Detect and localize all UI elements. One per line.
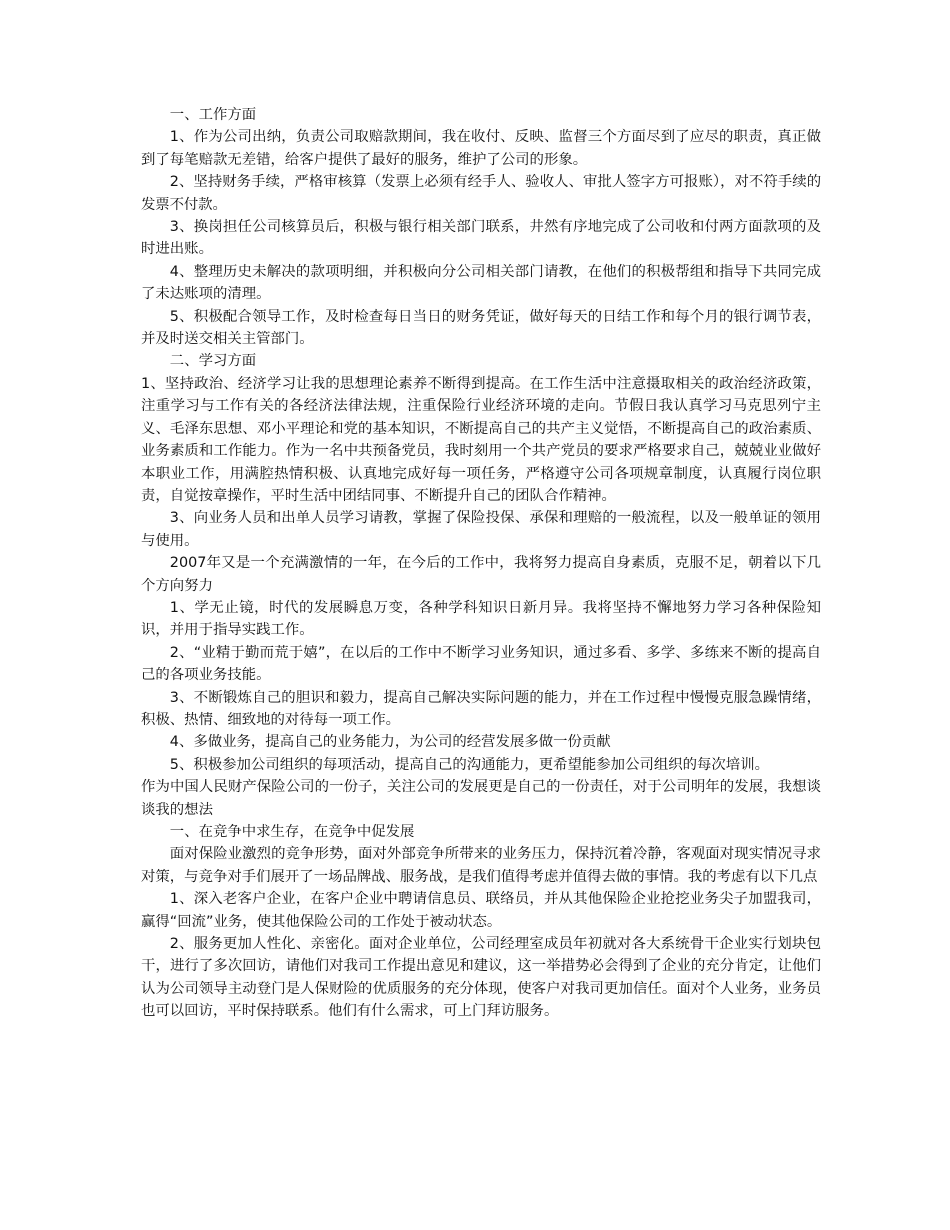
paragraph-study-3: 3、向业务人员和出单人员学习请教，掌握了保险投保、承保和理赔的一般流程，以及一般单证的领用与使用。	[141, 510, 821, 549]
paragraph-goal-2: 2、“业精于勤而荒于嬉”，在以后的工作中不断学习业务知识，通过多看、多学、多练来不断的提高自己的各项业务技能。	[141, 644, 821, 684]
paragraph-competition: 面对保险业激烈的竞争形势，面对外部竞争所带来的业务压力，保持沉着冷静，客观面对现实情况寻求对策，与竞争对手们展开了一场品牌战、服务战，是我们值得考虑并值得去做的事情。我的考虑有以下几点	[141, 846, 821, 885]
document-body	[141, 104, 821, 1023]
paragraph-2007-intro: 2007年又是一个充满激情的一年，在今后的工作中，我将努力提高自身素质，克服不足，朝着以下几个方向努力	[141, 555, 821, 594]
section-heading-study: 二、学习方面	[169, 353, 257, 370]
section-heading-work: 一、工作方面	[169, 107, 257, 123]
paragraph-work-4: 4、整理历史未解决的款项明细，并积极向分公司相关部门请教，在他们的积极帮组和指导下共同完成了未达账项的清理。	[141, 263, 821, 303]
paragraph-idea-2: 2、服务更加人性化、亲密化。面对企业单位，公司经理室成员年初就对各大系统骨干企业实行划块包干，进行了多次回访，请他们对我司工作提出意见和建议，这一举措势必会得到了企业的充分肯定，让他们认为公司领导主动登门是人保财险的优质服务的充分体现，使客户对我司更加信任。面对个人业务，业务员也可以回访，平时保持联系。他们有什么需求，可上门拜访服务。	[141, 936, 821, 1020]
paragraph-work-3: 3、换岗担任公司核算员后，积极与银行相关部门联系，井然有序地完成了公司收和付两方面款项的及时进出账。	[141, 219, 821, 258]
section-heading-competition: 一、在竞争中求生存，在竞争中促发展	[169, 824, 415, 840]
paragraph-work-1: 1、作为公司出纳，负责公司取赔款期间，我在收付、反映、监督三个方面尽到了应尽的职责，真正做到了每笔赔款无差错，给客户提供了最好的服务，维护了公司的形象。	[141, 129, 821, 168]
paragraph-goal-4: 4、多做业务，提高自己的业务能力，为公司的经营发展多做一份贡献	[169, 734, 611, 751]
paragraph-idea-1: 1、深入老客户企业，在客户企业中聘请信息员、联络员，并从其他保险企业抢挖业务尖子加盟我司，赢得“回流”业务，使其他保险公司的工作处于被动状态。	[141, 891, 821, 930]
paragraph-company-intro: 作为中国人民财产保险公司的一份子，关注公司的发展更是自己的一份责任，对于公司明年的发展，我想谈谈我的想法	[141, 779, 821, 818]
paragraph-goal-1: 1、学无止镜，时代的发展瞬息万变，各种学科知识日新月异。我将坚持不懈地努力学习各种保险知识，并用于指导实践工作。	[141, 599, 821, 639]
paragraph-goal-3: 3、不断锻炼自己的胆识和毅力，提高自己解决实际问题的能力，并在工作过程中慢慢克服急躁情绪，积极、热情、细致地的对待每一项工作。	[141, 689, 821, 728]
paragraph-work-2: 2、坚持财务手续，严格审核算（发票上必须有经手人、验收人、审批人签字方可报账），对不符手续的发票不付款。	[141, 174, 821, 213]
paragraph-work-5: 5、积极配合领导工作，及时检查每日当日的财务凭证，做好每天的日结工作和每个月的银行调节表，并及时送交相关主管部门。	[141, 308, 821, 348]
paragraph-study-1: 1、坚持政治、经济学习让我的思想理论素养不断得到提高。在工作生活中注意摄取相关的政治经济政策，注重学习与工作有关的各经济法律法规，注重保险行业经济环境的走向。节假日我认真学习马克思列宁主义、毛泽东思想、邓小平理论和党的基本知识，不断提高自己的共产主义觉悟，不断提高自己的政治素质、业务素质和工作能力。作为一名中共预备党员，我时刻用一个共产党员的要求严格要求自己，兢兢业业做好本职业工作，用满腔热情积极、认真地完成好每一项任务，严格遵守公司各项规章制度，认真履行岗位职责，自觉按章操作，平时生活中团结同事、不断提升自己的团队合作精神。	[141, 375, 821, 504]
paragraph-goal-5: 5、积极参加公司组织的每项活动，提高自己的沟通能力，更希望能参加公司组织的每次培训。	[169, 756, 769, 773]
